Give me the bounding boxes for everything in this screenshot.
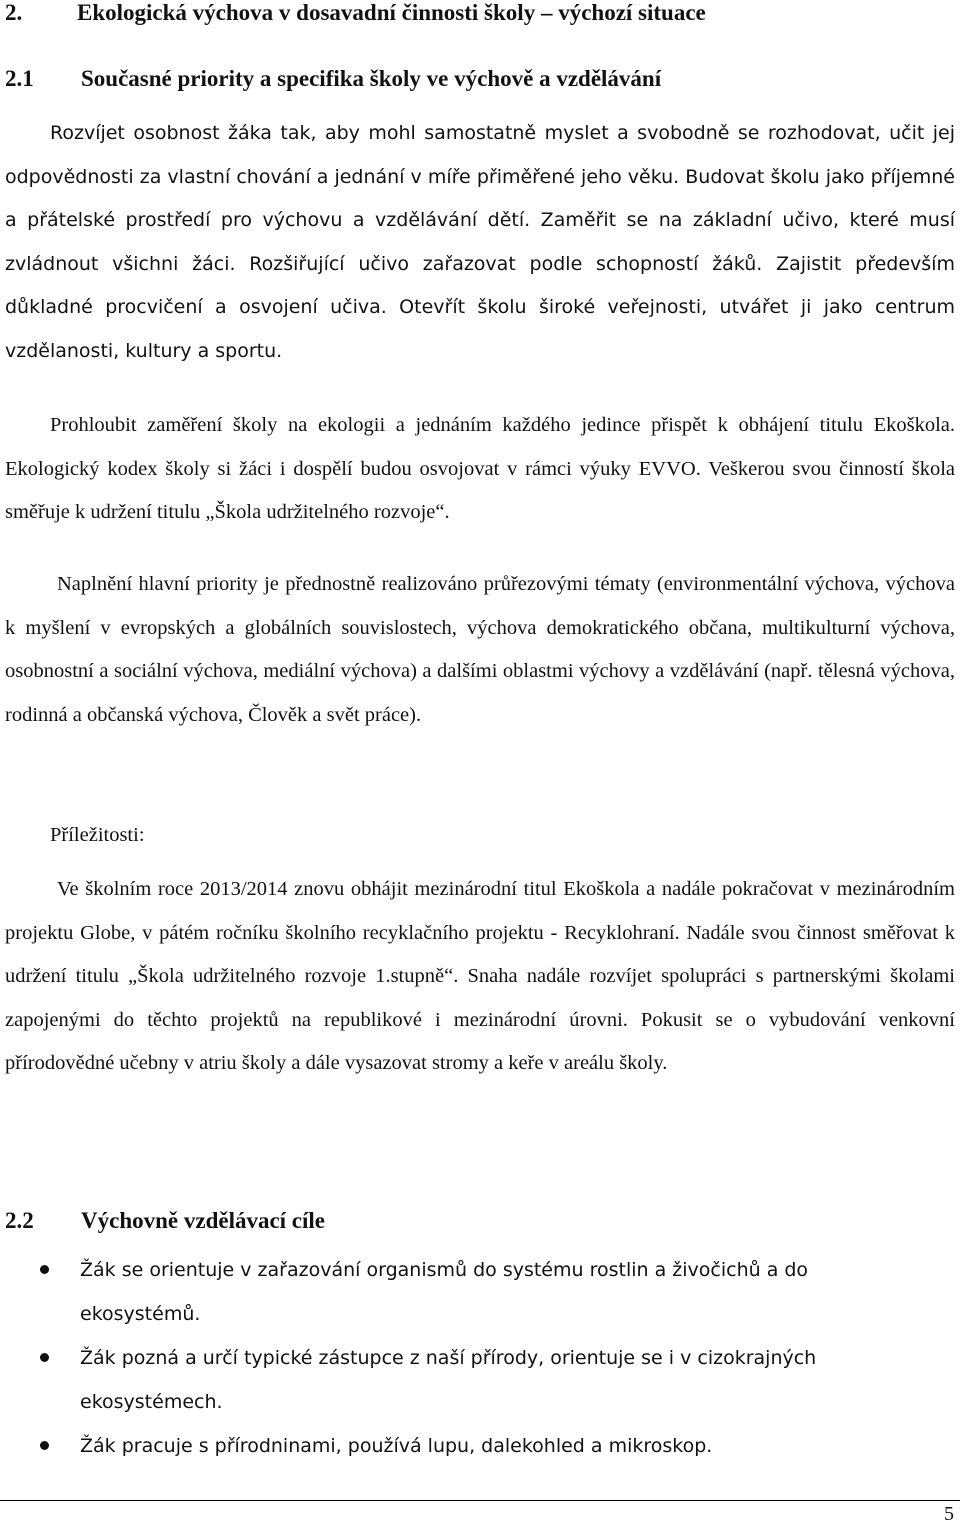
list-item bbox=[0, 1248, 920, 1336]
goals-list bbox=[0, 1248, 920, 1468]
goal-text: Žák pracuje s přírodninami, používá lupu, dalekohled a mikroskop. bbox=[80, 1435, 713, 1457]
section-heading-2-1 bbox=[5, 66, 661, 92]
bullet-icon bbox=[40, 1353, 49, 1362]
paragraph-priorities: Rozvíjet osobnost žáka tak, aby mohl samostatně myslet a svobodně se rozhodovat, učit jej odpovědnosti za vlastní chování a jednání v míře přiměřené jeho věku. Budovat školu jako příjemné a přátelské prostředí pro výchovu a vzdělávání dětí. Zaměřit se na základní učivo, které musí zvládnout všichni žáci. Rozšiřující učivo zařazovat podle schopností žáků. Zajistit především důkladné procvičení a osvojení učiva. Otevřít školu široké veřejnosti, utvářet ji jako centrum vzdělanosti, kultury a sportu. bbox=[5, 122, 955, 362]
section-title: Ekologická výchova v dosavadní činnosti školy – výchozí situace bbox=[77, 0, 706, 25]
section-number: 2.2 bbox=[5, 1208, 34, 1233]
section-heading-2-2 bbox=[5, 1208, 325, 1234]
paragraph-opportunities: Ve školním roce 2013/2014 znovu obhájit mezinárodní titul Ekoškola a nadále pokračovat v mezinárodním projektu Globe, v pátém ročníku školního recyklačního projektu - Recyklohraní. Nadále svou činnost směřovat k udržení titulu „Škola udržitelného rozvoje 1.stupně“. Snaha nadále rozvíjet spolupráci s partnerskými školami zapojenými do těchto projektů na republikové i mezinárodní úrovni. Pokusit se o vybudování venkovní přírodovědné učebny v atriu školy a dále vysazovat stromy a keře v areálu školy. bbox=[5, 878, 955, 1074]
page-number: 5 bbox=[944, 1503, 954, 1525]
paragraph-cross-curricular: Naplnění hlavní priority je přednostně realizováno průřezovými tématy (environmentální výchova, výchova k myšlení v evropských a globálních souvislostech, výchova demokratického občana, multikulturní výchova, osobnostní a sociální výchova, mediální výchova) a dalšími oblastmi výchovy a vzdělávání (např. tělesná výchova, rodinná a občanská výchova, Člověk a svět práce). bbox=[5, 573, 955, 726]
section-title: Současné priority a specifika školy ve výchově a vzdělávání bbox=[81, 66, 662, 91]
paragraph-ecology-focus: Prohloubit zaměření školy na ekologii a jednáním každého jedince přispět k obhájení titulu Ekoškola. Ekologický kodex školy si žáci i dospělí budou osvojovat v rámci výuky EVVO. Veškerou svou činností škola směřuje k udržení titulu „Škola udržitelného rozvoje“. bbox=[5, 414, 955, 523]
bullet-icon bbox=[40, 1265, 49, 1274]
section-number: 2.1 bbox=[5, 66, 34, 91]
list-item bbox=[0, 1424, 920, 1468]
goal-text: Žák pozná a určí typické zástupce z naší přírody, orientuje se i v cizokrajných ekosystémech. bbox=[80, 1347, 817, 1413]
section-heading-2 bbox=[5, 0, 706, 26]
bullet-icon bbox=[40, 1441, 49, 1450]
section-number: 2. bbox=[5, 0, 23, 25]
list-item bbox=[0, 1336, 920, 1424]
footer-divider bbox=[0, 1500, 960, 1501]
opportunities-label: Příležitosti: bbox=[50, 824, 145, 846]
section-title: Výchovně vzdělávací cíle bbox=[81, 1208, 326, 1233]
goal-text: Žák se orientuje v zařazování organismů do systému rostlin a živočichů a do ekosystémů. bbox=[80, 1259, 809, 1325]
